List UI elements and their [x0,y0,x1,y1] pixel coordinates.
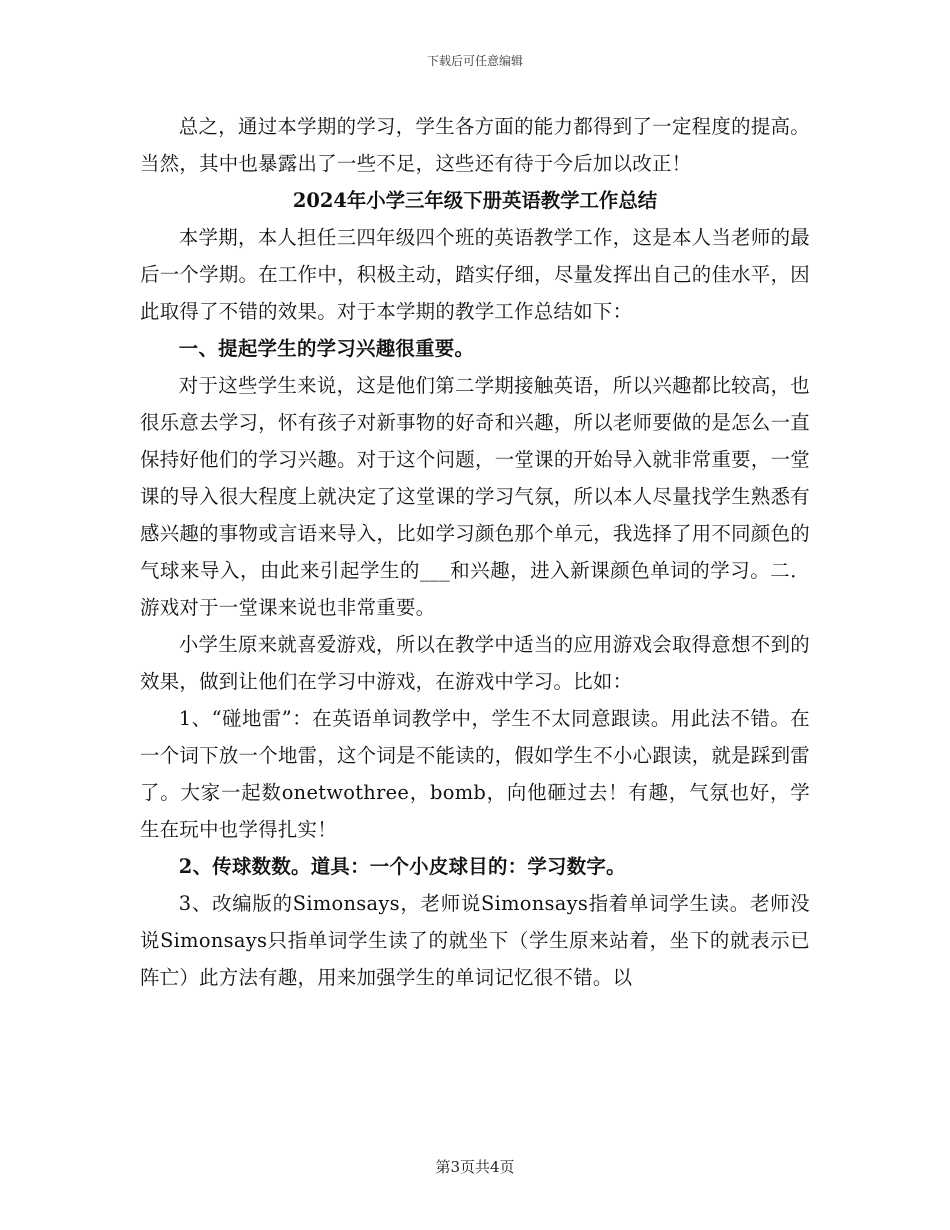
paragraph-game-3: 3、改编版的Simonsays，老师说Simonsays指着单词学生读。老师没说Simonsays只指单词学生读了的就坐下（学生原来站着，坐下的就表示已阵亡）此方法有趣，用来加强学生的单词记忆很不错。以 [140,892,810,989]
paragraph-intro: 本学期，本人担任三四年级四个班的英语教学工作，这是本人当老师的最后一个学期。在工作中，积极主动，踏实仔细，尽量发挥出自己的佳水平，因此取得了不错的效果。对于本学期的教学工作总结如下： [140,226,810,323]
document-body [140,108,810,996]
paragraph-conclusion: 总之，通过本学期的学习，学生各方面的能力都得到了一定程度的提高。当然，其中也暴露出了一些不足，这些还有待于今后加以改正！ [140,115,810,175]
section-heading-1: 一、提起学生的学习兴趣很重要。 [178,337,475,360]
page-header: 下载后可任意编辑 [426,54,523,68]
paragraph-game-1: 1、“碰地雷”：在英语单词教学中，学生不太同意跟读。用此法不错。在一个词下放一个地雷，这个词是不能读的，假如学生不小心跟读，就是踩到雷了。大家一起数onetwothree，bomb，向他砸过去！有趣，气氛也好，学生在玩中也学得扎实！ [140,707,810,841]
paragraph-game-2: 2、传球数数。道具：一个小皮球目的：学习数字。 [178,855,626,878]
page-footer: 第3页共4页 [435,1158,515,1176]
document-title: 2024年小学三年级下册英语教学工作总结 [292,189,658,212]
paragraph-interest: 对于这些学生来说，这是他们第二学期接触英语，所以兴趣都比较高，也很乐意去学习，怀有孩子对新事物的好奇和兴趣，所以老师要做的是怎么一直保持好他们的学习兴趣。对于这个问题，一堂课的开始导入就非常重要，一堂课的导入很大程度上就决定了这堂课的学习气氛，所以本人尽量找学生熟悉有感兴趣的事物或言语来导入，比如学习颜色那个单元，我选择了用不同颜色的气球来导入，由此来引起学生的___和兴趣，进入新课颜色单词的学习。二．游戏对于一堂课来说也非常重要。 [140,374,810,619]
paragraph-games: 小学生原来就喜爱游戏，所以在教学中适当的应用游戏会取得意想不到的效果，做到让他们在学习中游戏，在游戏中学习。比如： [140,633,810,693]
